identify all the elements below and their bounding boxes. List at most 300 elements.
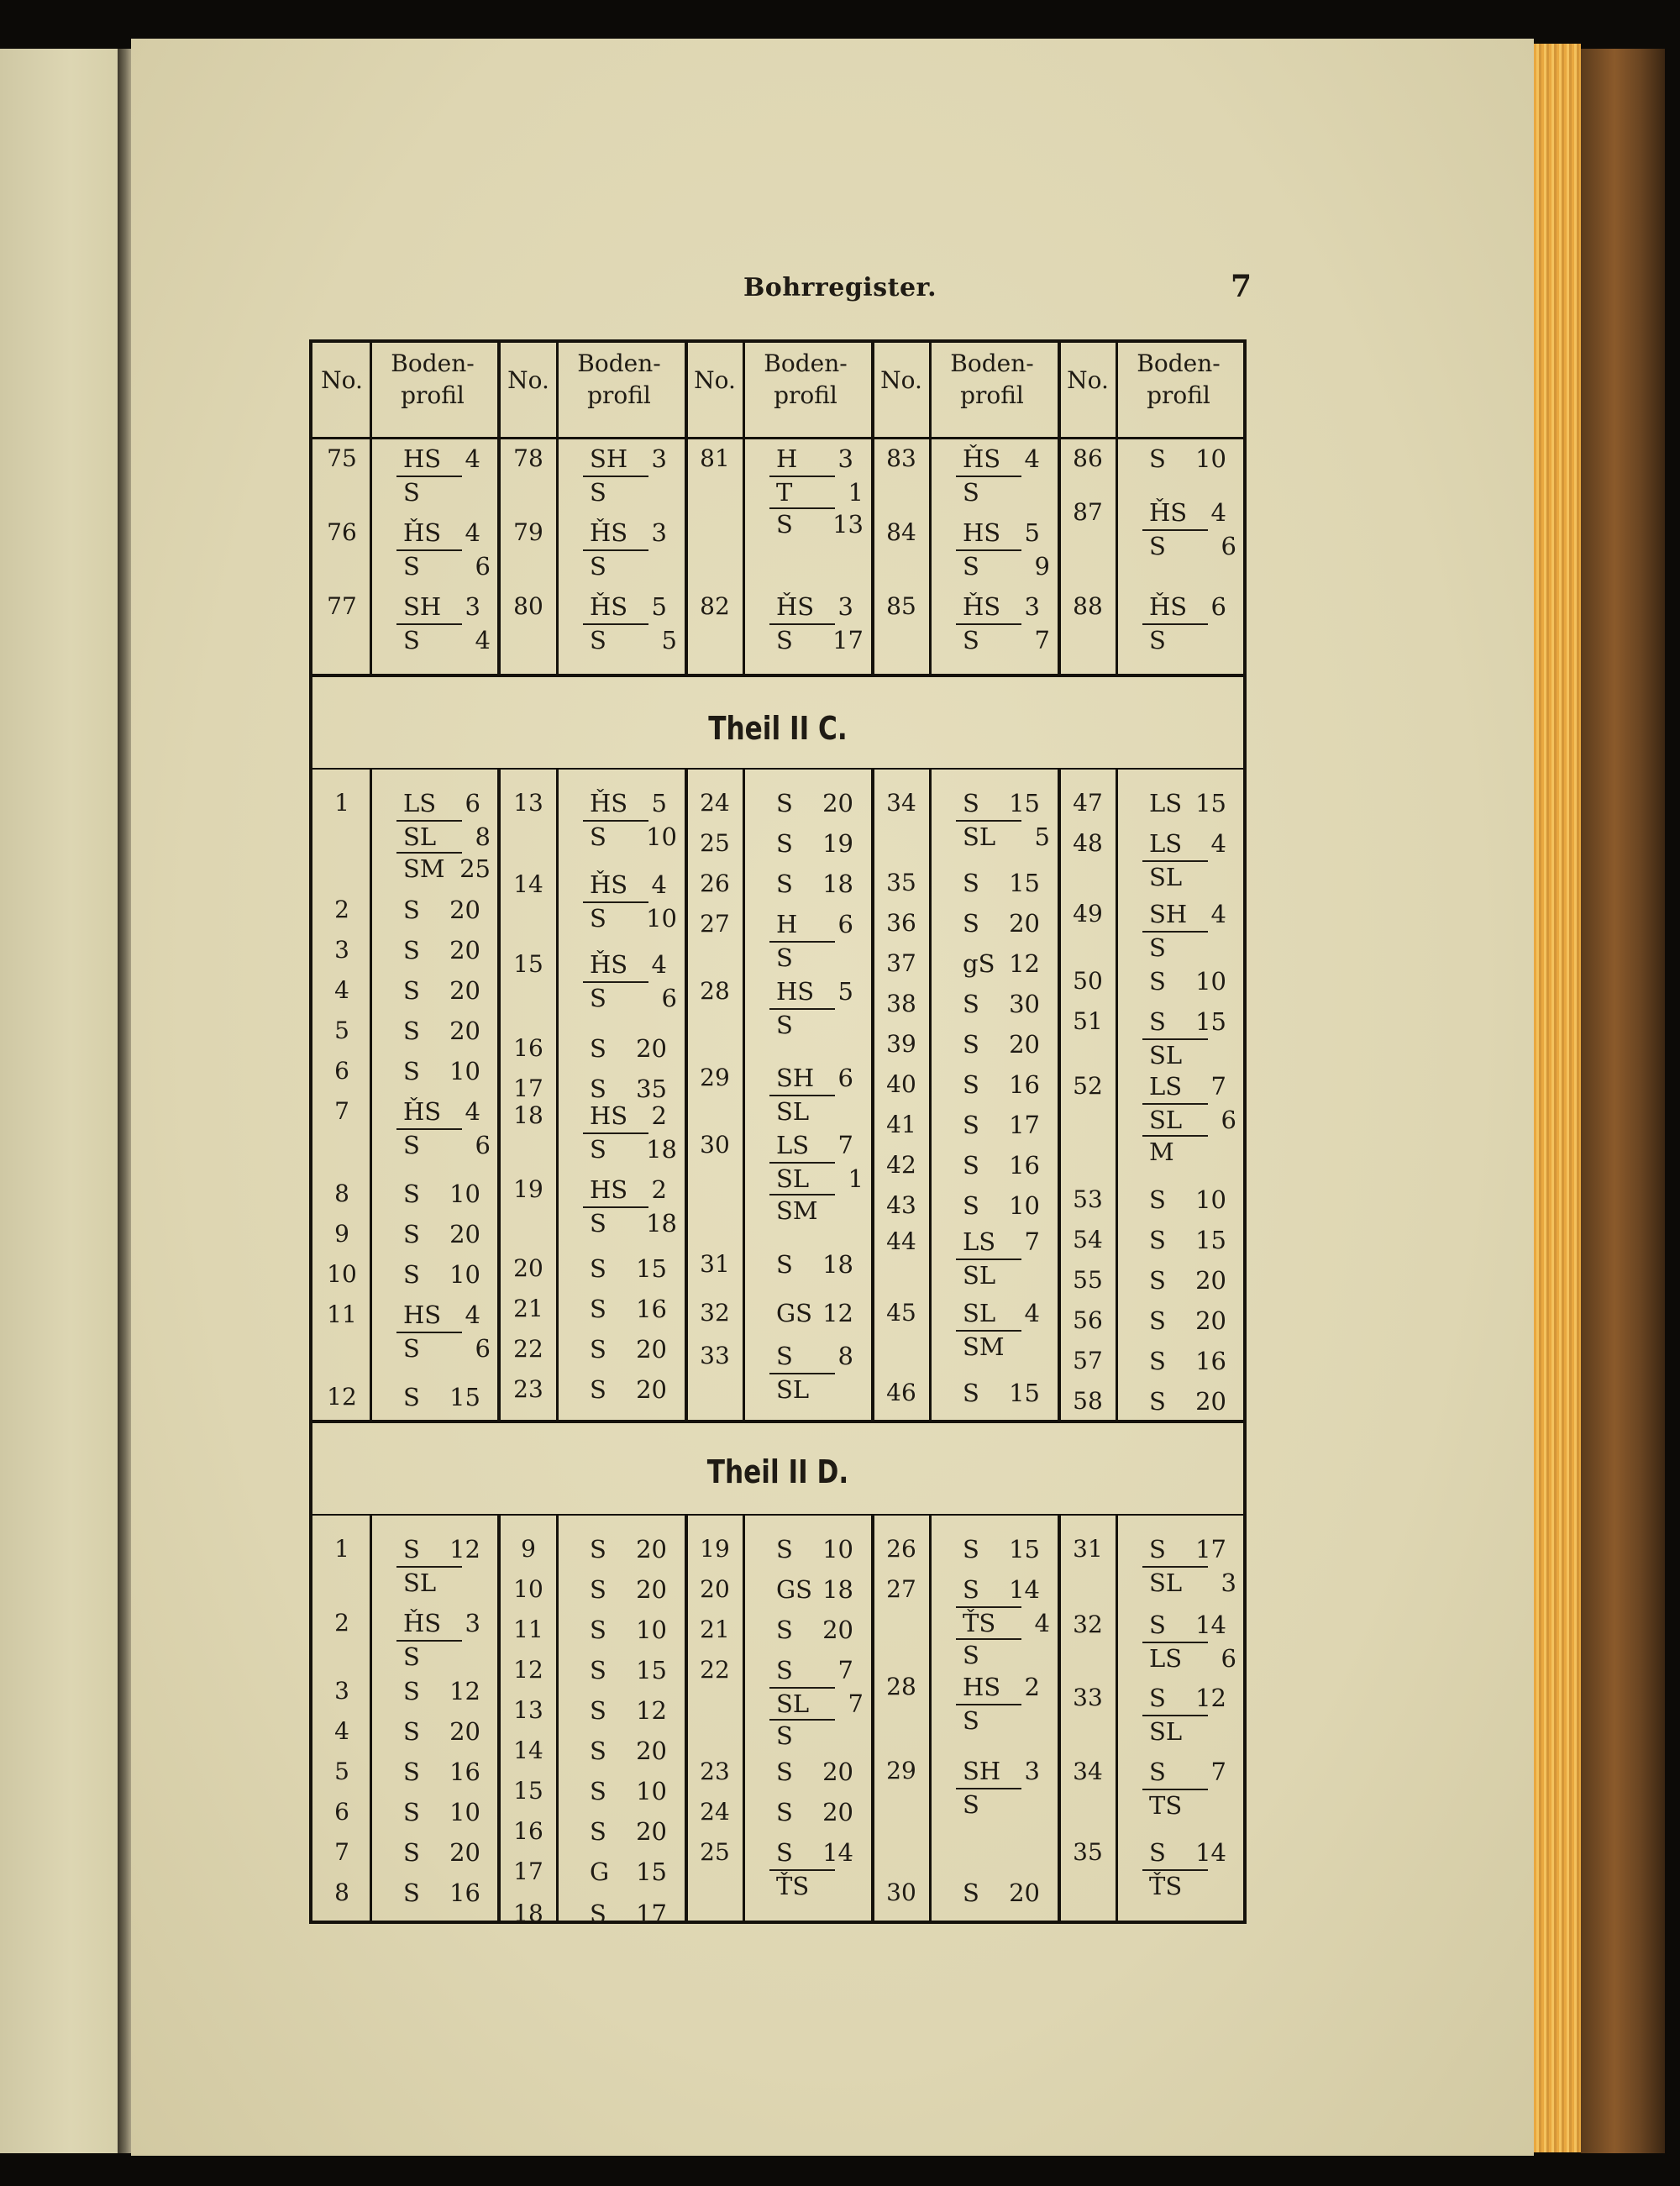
layer-symbol: SL	[403, 1569, 437, 1597]
boring-number: 6	[334, 1057, 349, 1085]
layer-symbol: S	[776, 1656, 793, 1684]
profile-layer	[396, 1640, 462, 1671]
boring-number: 77	[327, 592, 357, 620]
layer-symbol: S	[1149, 1838, 1166, 1867]
layer-symbol: S	[1149, 1185, 1166, 1214]
layer-symbol: SL	[776, 1164, 810, 1193]
layer-depth: 12	[449, 1535, 480, 1563]
boring-number: 25	[700, 829, 730, 857]
layer-symbol: S	[776, 510, 793, 539]
layer-depth: 5	[837, 977, 853, 1006]
header-bodenprofil-line1: Boden-	[391, 349, 475, 377]
layer-symbol: LS	[1149, 789, 1183, 817]
boring-number: 21	[700, 1616, 730, 1643]
layer-depth: 20	[636, 1817, 667, 1846]
layer-depth: 10	[449, 1798, 480, 1826]
boring-number: 52	[1073, 1072, 1103, 1100]
layer-symbol: S	[776, 1758, 793, 1786]
boring-number: 17	[513, 1858, 543, 1885]
boring-number: 31	[1073, 1535, 1103, 1563]
soil-profile	[558, 591, 680, 709]
profile-layer	[583, 476, 648, 507]
header-bodenprofil-line1: Boden-	[577, 349, 661, 377]
boring-number: 9	[334, 1220, 349, 1248]
layer-depth: 18	[822, 870, 853, 898]
layer-symbol: S	[1149, 1347, 1166, 1375]
layer-symbol: SH	[403, 592, 442, 621]
layer-symbol: LS	[1149, 1644, 1183, 1673]
layer-symbol: S	[776, 1535, 793, 1563]
profile-layer: SL 3	[1142, 1566, 1208, 1568]
layer-symbol: S	[403, 1717, 420, 1746]
boring-number: 9	[521, 1535, 536, 1563]
layer-symbol: S	[590, 1535, 606, 1563]
layer-depth: 20	[822, 1758, 853, 1786]
layer-symbol: SL	[1149, 863, 1183, 891]
boring-number: 18	[513, 1900, 543, 1927]
layer-symbol: S	[963, 789, 979, 817]
layer-depth: 4	[465, 444, 480, 473]
section-title-d: Theil II D.	[706, 1453, 849, 1490]
layer-symbol: S	[590, 904, 606, 933]
layer-symbol: S	[776, 829, 793, 858]
boring-number: 42	[886, 1151, 916, 1179]
layer-symbol: ȞS	[403, 1609, 442, 1637]
boring-number: 12	[513, 1656, 543, 1684]
layer-depth: 12	[449, 1677, 480, 1705]
layer-symbol: S	[963, 1151, 979, 1180]
soil-profile	[1117, 1837, 1240, 1955]
layer-depth: 20	[449, 1017, 480, 1045]
layer-depth: 16	[449, 1758, 480, 1786]
layer-depth: 4	[465, 1097, 480, 1126]
layer-symbol: S	[403, 1798, 420, 1826]
layer-symbol: S	[776, 943, 793, 972]
layer-symbol: LS	[1149, 1072, 1183, 1101]
boring-number: 20	[700, 1575, 730, 1603]
boring-number: 14	[513, 870, 543, 898]
layer-depth: 4	[1210, 900, 1226, 928]
boring-number: 85	[886, 592, 916, 620]
boring-number: 19	[513, 1175, 543, 1203]
layer-symbol: S	[590, 1375, 606, 1404]
profile-layer: S 10	[583, 901, 648, 903]
layer-symbol: S	[403, 1758, 420, 1786]
profile-layer: SL 5	[956, 820, 1021, 822]
layer-depth: 20	[1195, 1306, 1226, 1335]
boring-number: 16	[513, 1034, 543, 1062]
layer-depth: 16	[636, 1295, 667, 1323]
layer-depth: 15	[1009, 1535, 1040, 1563]
header-bodenprofil-line2: profil	[960, 381, 1024, 409]
layer-depth: 4	[465, 1301, 480, 1329]
layer-symbol: SL	[776, 1689, 810, 1718]
layer-depth: 4	[1210, 829, 1226, 858]
layer-depth: 20	[1195, 1387, 1226, 1416]
layer-depth: 15	[1195, 1226, 1226, 1254]
layer-depth: 15	[1009, 869, 1040, 897]
profile-layer: S 10	[583, 820, 648, 822]
layer-depth: 7	[1210, 1072, 1226, 1101]
layer-symbol: ȞS	[590, 789, 628, 817]
layer-depth: 35	[636, 1075, 667, 1103]
boring-number: 33	[1073, 1684, 1103, 1711]
layer-symbol: SM	[963, 1332, 1005, 1361]
layer-depth: 14	[1195, 1611, 1226, 1639]
soil-profile	[744, 1655, 867, 1773]
layer-symbol: S	[963, 1379, 979, 1407]
layer-symbol: S	[963, 1575, 979, 1604]
layer-symbol: S	[963, 1070, 979, 1099]
layer-symbol: SL	[776, 1097, 810, 1126]
layer-symbol: HS	[963, 518, 1001, 547]
profile-layer	[956, 1330, 1021, 1361]
boring-number: 56	[1073, 1306, 1103, 1334]
layer-depth: 4	[1210, 498, 1226, 527]
layer-symbol: S	[1149, 532, 1166, 560]
boring-number: 84	[886, 518, 916, 546]
header-bodenprofil-line2: profil	[587, 381, 651, 409]
layer-symbol: S	[403, 1838, 420, 1867]
layer-symbol: S	[963, 909, 979, 938]
layer-depth: 20	[822, 1616, 853, 1644]
soil-profile	[931, 1756, 1053, 1873]
boring-number: 28	[886, 1673, 916, 1700]
soil-profile	[744, 444, 867, 561]
layer-depth: 10	[449, 1057, 480, 1085]
soil-profile	[371, 1878, 494, 1995]
profile-layer: S 7	[956, 623, 1021, 625]
page-edges	[1534, 44, 1581, 2152]
profile-layer: T 1	[769, 476, 835, 477]
layer-symbol: S	[1149, 1226, 1166, 1254]
boring-number: 46	[886, 1379, 916, 1406]
layer-symbol: HS	[776, 977, 815, 1006]
layer-symbol: S	[590, 552, 606, 581]
layer-symbol: ȞS	[590, 518, 628, 547]
layer-depth: 7	[1210, 1758, 1226, 1786]
layer-symbol: S	[1149, 1535, 1166, 1563]
layer-depth: 15	[636, 1254, 667, 1283]
layer-depth: 15	[1195, 789, 1226, 817]
layer-symbol: S	[590, 822, 606, 851]
layer-depth: 10	[636, 1777, 667, 1805]
profile-layer: S 6	[1142, 529, 1208, 531]
boring-number: 25	[700, 1838, 730, 1866]
layer-symbol: LS	[963, 1227, 996, 1256]
boring-number: 29	[700, 1064, 730, 1091]
layer-symbol: ȞS	[590, 950, 628, 979]
layer-depth: 4	[651, 950, 667, 979]
layer-symbol: S	[1149, 933, 1166, 962]
soil-profile	[371, 788, 494, 906]
boring-number: 36	[886, 909, 916, 937]
profile-layer	[396, 476, 462, 507]
layer-depth: 10	[636, 1616, 667, 1644]
layer-symbol: S	[1149, 1007, 1166, 1036]
layer-symbol: S	[1149, 1266, 1166, 1295]
profile-layer: S 9	[956, 549, 1021, 551]
header-bodenprofil-line2: profil	[1147, 381, 1210, 409]
layer-symbol: S	[963, 552, 979, 581]
profile-layer	[956, 476, 1021, 507]
profile-layer	[583, 549, 648, 581]
layer-depth: 4	[651, 870, 667, 899]
profile-layer	[956, 1788, 1021, 1819]
layer-depth: 14	[1009, 1575, 1040, 1604]
layer-depth: 20	[636, 1375, 667, 1404]
layer-symbol: SM	[776, 1196, 818, 1225]
layer-symbol: S	[963, 478, 979, 507]
boring-number: 38	[886, 990, 916, 1017]
layer-depth: 16	[1009, 1151, 1040, 1180]
layer-symbol: SL	[1149, 1717, 1183, 1746]
layer-symbol: S	[776, 1798, 793, 1826]
boring-number: 54	[1073, 1226, 1103, 1253]
header-no: No.	[694, 366, 736, 394]
layer-symbol: gS	[963, 949, 995, 978]
boring-number: 41	[886, 1111, 916, 1138]
header-bodenprofil-line1: Boden-	[950, 349, 1034, 377]
layer-depth: 14	[1195, 1838, 1226, 1867]
profile-layer: S 5	[583, 623, 648, 625]
layer-symbol: S	[963, 1706, 979, 1735]
boring-number: 18	[513, 1101, 543, 1129]
layer-depth: 7	[837, 1656, 853, 1684]
layer-depth: 17	[1009, 1111, 1040, 1139]
header-bodenprofil	[558, 348, 680, 412]
profile-layer: S 6	[583, 981, 648, 983]
layer-symbol: S	[403, 1057, 420, 1085]
profile-layer	[769, 941, 835, 972]
boring-number: 2	[334, 1609, 349, 1637]
layer-symbol: S	[1149, 967, 1166, 996]
soil-profile	[1117, 1071, 1240, 1189]
layer-symbol: M	[1149, 1138, 1174, 1166]
layer-symbol: S	[963, 1790, 979, 1819]
boring-number: 24	[700, 1798, 730, 1826]
soil-profile	[1117, 591, 1240, 709]
layer-depth: 10	[822, 1535, 853, 1563]
boring-number: 83	[886, 444, 916, 472]
boring-number: 27	[886, 1575, 916, 1603]
layer-depth: 6	[837, 910, 853, 938]
boring-number: 10	[327, 1260, 357, 1288]
layer-depth: 20	[636, 1535, 667, 1563]
header-bodenprofil-line2: profil	[401, 381, 465, 409]
layer-symbol: S	[403, 1220, 420, 1248]
profile-layer	[769, 1719, 835, 1750]
boring-number: 49	[1073, 900, 1103, 927]
layer-depth: 14	[822, 1838, 853, 1867]
layer-symbol: GS	[776, 1299, 813, 1327]
layer-depth: 20	[449, 1717, 480, 1746]
layer-symbol: S	[963, 1030, 979, 1059]
profile-layer: SL 8	[396, 820, 462, 822]
layer-depth: 15	[636, 1656, 667, 1684]
boring-number: 79	[513, 518, 543, 546]
layer-symbol: S	[403, 896, 420, 924]
boring-number: 22	[700, 1656, 730, 1684]
layer-symbol: S	[403, 1642, 420, 1671]
boring-number: 10	[513, 1575, 543, 1603]
profile-layer: S 17	[769, 623, 835, 625]
layer-depth: 3	[837, 592, 853, 621]
book-gutter	[118, 49, 131, 2153]
layer-symbol: S	[403, 478, 420, 507]
boring-number: 16	[513, 1817, 543, 1845]
layer-depth: 20	[449, 896, 480, 924]
profile-layer	[1142, 931, 1208, 962]
layer-depth: 20	[1009, 1879, 1040, 1907]
layer-symbol: S	[590, 1135, 606, 1164]
layer-symbol: SH	[1149, 900, 1188, 928]
boring-number: 11	[327, 1301, 357, 1328]
layer-symbol: S	[590, 1656, 606, 1684]
profile-layer	[769, 1008, 835, 1039]
layer-symbol: S	[1149, 1758, 1166, 1786]
layer-depth: 5	[651, 789, 667, 817]
boring-number: 31	[700, 1250, 730, 1278]
layer-symbol: S	[590, 1335, 606, 1364]
layer-symbol: HS	[963, 1673, 1001, 1701]
boring-number: 57	[1073, 1347, 1103, 1374]
layer-depth: 10	[1009, 1191, 1040, 1220]
layer-symbol: S	[776, 1250, 793, 1279]
layer-symbol: S	[590, 1254, 606, 1283]
boring-number: 44	[886, 1227, 916, 1255]
layer-symbol: S	[590, 1616, 606, 1644]
boring-number: 8	[334, 1180, 349, 1207]
profile-layer: SL 1	[769, 1162, 835, 1164]
soil-profile	[931, 1878, 1053, 1995]
layer-symbol: S	[590, 1900, 606, 1928]
soil-profile	[744, 591, 867, 709]
layer-symbol: S	[776, 1616, 793, 1644]
layer-depth: 18	[822, 1575, 853, 1604]
boring-number: 6	[334, 1798, 349, 1826]
horizontal-rule	[312, 437, 1243, 439]
layer-symbol: S	[403, 1677, 420, 1705]
layer-depth: 20	[822, 1798, 853, 1826]
layer-symbol: ŤS	[963, 1609, 996, 1637]
boring-number: 45	[886, 1299, 916, 1327]
boring-number: 1	[334, 1535, 349, 1563]
layer-symbol: S	[963, 990, 979, 1018]
layer-symbol: S	[1149, 1387, 1166, 1416]
layer-symbol: ȞS	[1149, 592, 1188, 621]
boring-number: 78	[513, 444, 543, 472]
boring-number: 24	[700, 789, 730, 817]
header-no: No.	[321, 366, 363, 394]
boring-number: 3	[334, 936, 349, 964]
layer-depth: 12	[822, 1299, 853, 1327]
layer-symbol: S	[590, 1696, 606, 1725]
boring-number: 8	[334, 1879, 349, 1906]
boring-number: 30	[700, 1131, 730, 1159]
layer-depth: 4	[465, 518, 480, 547]
soil-profile	[371, 591, 494, 709]
layer-symbol: S	[776, 1011, 793, 1039]
boring-number: 1	[334, 789, 349, 817]
layer-symbol: GS	[776, 1575, 813, 1604]
layer-symbol: S	[403, 1334, 420, 1363]
layer-depth: 3	[1024, 1757, 1040, 1785]
layer-depth: 6	[1210, 592, 1226, 621]
layer-symbol: S	[590, 1575, 606, 1604]
profile-layer	[1142, 1135, 1208, 1166]
layer-depth: 16	[449, 1879, 480, 1907]
layer-depth: 3	[837, 444, 853, 473]
layer-depth: 2	[1024, 1673, 1040, 1701]
boring-number: 34	[886, 789, 916, 817]
column-rule	[871, 1514, 874, 1921]
layer-depth: 20	[636, 1737, 667, 1765]
layer-depth: 20	[636, 1575, 667, 1604]
layer-symbol: S	[963, 1111, 979, 1139]
profile-layer: S 6	[396, 549, 462, 551]
layer-symbol: S	[590, 1737, 606, 1765]
profile-layer	[956, 1259, 1021, 1290]
layer-symbol: S	[590, 1777, 606, 1805]
layer-depth: 6	[465, 789, 480, 817]
layer-symbol: ȞS	[776, 592, 815, 621]
layer-symbol: SL	[963, 1261, 996, 1290]
boring-number: 29	[886, 1757, 916, 1784]
boring-number: 88	[1073, 592, 1103, 620]
layer-depth: 3	[1024, 592, 1040, 621]
layer-symbol: S	[776, 870, 793, 898]
layer-symbol: TS	[1149, 1791, 1183, 1820]
layer-symbol: S	[1149, 1306, 1166, 1335]
layer-symbol: ȞS	[963, 592, 1001, 621]
boring-number: 22	[513, 1335, 543, 1363]
layer-depth: 6	[837, 1064, 853, 1092]
running-head: Bohrregister.	[743, 273, 937, 302]
layer-symbol: ȞS	[590, 870, 628, 899]
layer-symbol: ȞS	[963, 444, 1001, 473]
header-bodenprofil	[744, 348, 867, 412]
layer-depth: 18	[822, 1250, 853, 1279]
boring-number: 81	[700, 444, 730, 472]
profile-layer: LS 6	[1142, 1642, 1208, 1643]
layer-depth: 10	[1195, 967, 1226, 996]
layer-depth: 16	[1009, 1070, 1040, 1099]
boring-number: 26	[886, 1535, 916, 1563]
layer-symbol: H	[776, 444, 798, 473]
header-bodenprofil	[931, 348, 1053, 412]
layer-symbol: SL	[776, 1375, 810, 1404]
profile-layer	[769, 1194, 835, 1225]
boring-number: 35	[1073, 1838, 1103, 1866]
header-no: No.	[880, 366, 922, 394]
profile-layer	[396, 1566, 462, 1597]
boring-number: 55	[1073, 1266, 1103, 1294]
layer-symbol: S	[963, 1879, 979, 1907]
profile-layer	[1142, 623, 1208, 654]
layer-depth: 4	[1024, 1299, 1040, 1327]
layer-depth: 17	[636, 1900, 667, 1928]
layer-depth: 10	[449, 1260, 480, 1289]
layer-depth: 30	[1009, 990, 1040, 1018]
boring-number: 76	[327, 518, 357, 546]
layer-depth: 5	[1024, 518, 1040, 547]
layer-depth: 19	[822, 829, 853, 858]
layer-depth: 7	[837, 1131, 853, 1159]
boring-number: 3	[334, 1677, 349, 1705]
header-bodenprofil-line2: profil	[774, 381, 837, 409]
boring-number: 37	[886, 949, 916, 977]
